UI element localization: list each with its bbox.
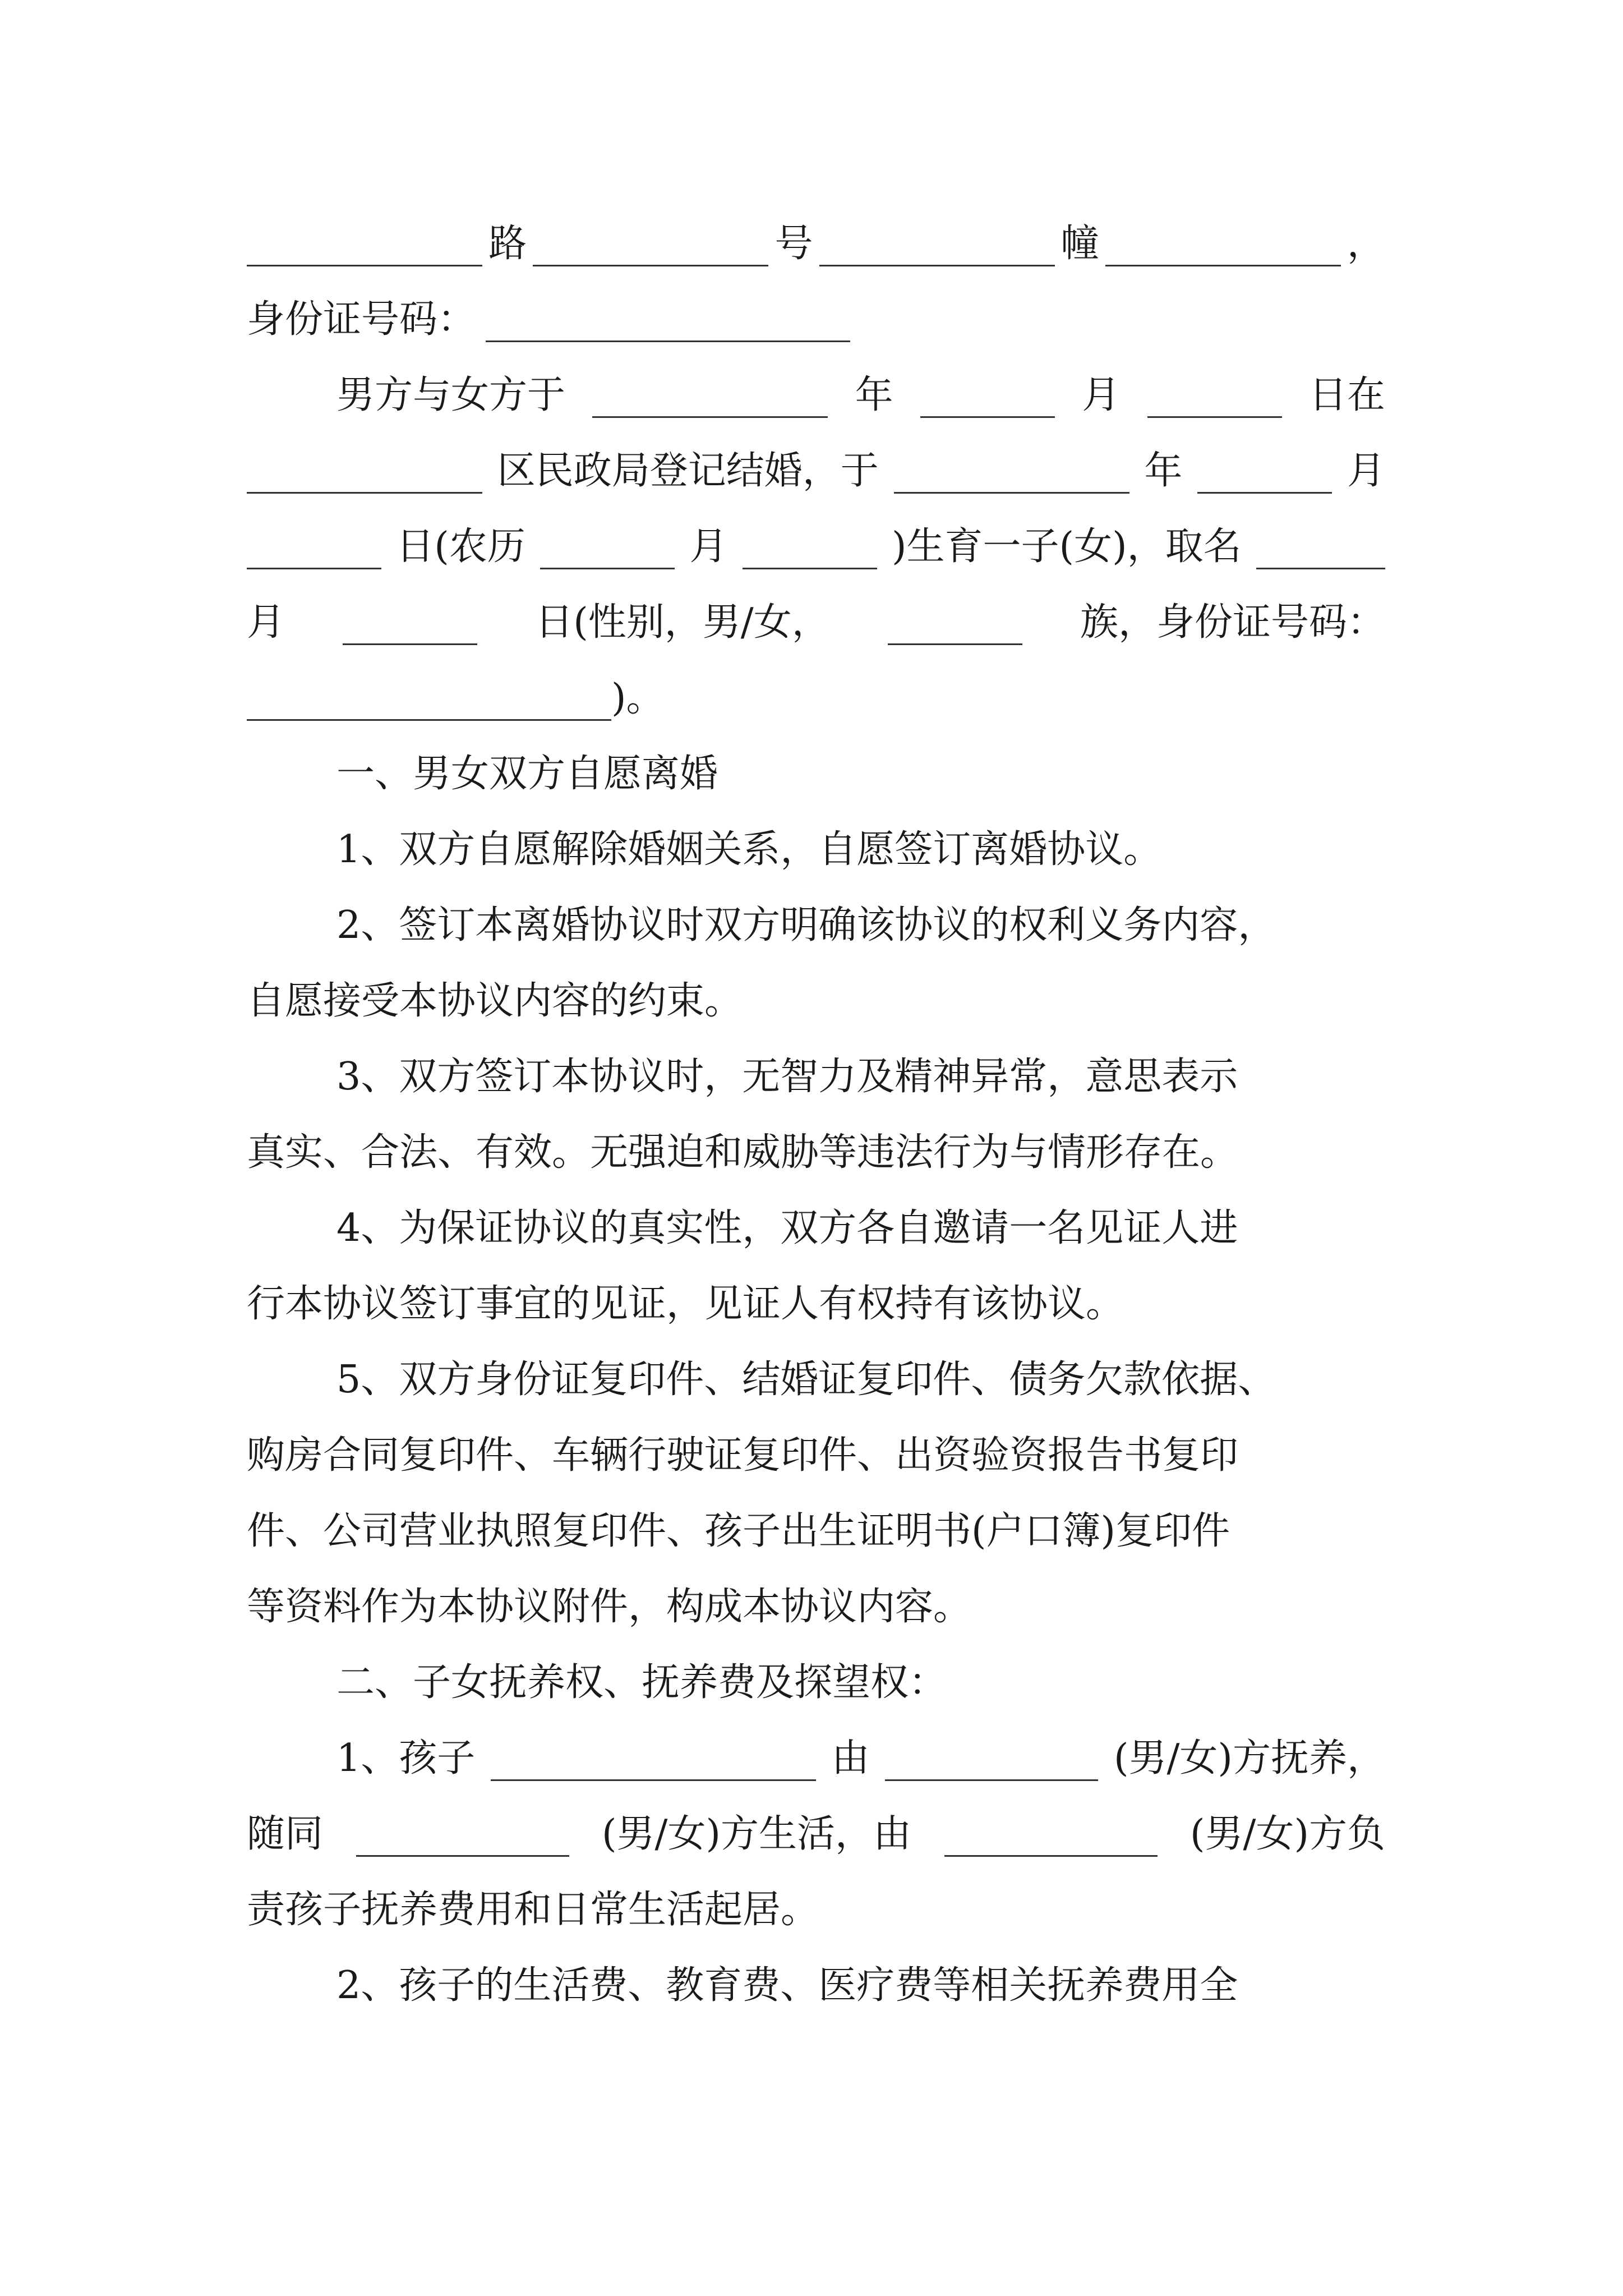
section-2-heading: 二、子女抚养权、抚养费及探望权： [336,1660,947,1705]
clause-1-5-line-1: 5、双方身份证复印件、结婚证复印件、债务欠款依据、 [336,1358,1276,1402]
with-label: 随同 [247,1812,324,1856]
address-line [247,213,1385,275]
day-at-label: 日在 [1308,373,1385,417]
responsible-text: (男/女)方负 [1190,1812,1385,1856]
clause-2-1-line-2 [247,1803,1385,1865]
marriage-month-blank[interactable] [920,374,1055,418]
clause-1-2-line-1: 2、签订本离婚协议时双方明确该协议的权利义务内容， [336,903,1276,947]
id-number-blank[interactable] [486,298,850,342]
number-label: 号 [774,222,813,266]
birth-day-blank[interactable] [247,525,381,569]
id-number-line [247,289,1385,351]
clause-1-3-line-2: 真实、合法、有效。无强迫和威胁等违法行为与情形存在。 [247,1130,1239,1175]
clause-1-5-line-2: 购房合同复印件、车辆行驶证复印件、出资验资报告书复印 [247,1433,1239,1478]
lunar-label: 日(农历 [396,524,525,569]
responsible-party-blank[interactable] [944,1812,1158,1857]
child-label: 1、孩子 [336,1736,476,1780]
month-label: 月 [689,524,728,569]
lunar-day-blank[interactable] [743,525,877,569]
month-label: 月 [247,600,285,645]
gender-text: 日(性别，男/女， [535,600,830,645]
child-name-blank-2[interactable] [491,1737,816,1781]
number-blank[interactable] [533,222,768,266]
clause-1-5-line-3: 件、公司营业执照复印件、孩子出生证明书(户口簿)复印件 [247,1509,1230,1553]
by-label: 由 [831,1736,870,1780]
clause-1-2-line-2: 自愿接受本协议内容的约束。 [247,979,743,1023]
closing-text: )。 [611,676,665,720]
ethnicity-id-text: 族，身份证号码： [1080,600,1385,645]
child-naming-text: )生育一子(女)，取名 [892,524,1242,569]
marriage-year-blank[interactable] [592,374,828,418]
id-number-label: 身份证号码： [247,297,476,342]
month-label: 月 [1082,373,1121,417]
clause-1-1: 1、双方自愿解除婚姻关系，自愿签订离婚协议。 [336,827,1162,872]
marriage-date-line [336,365,1385,426]
child-day-blank[interactable] [343,601,477,645]
marriage-intro-text: 男方与女方于 [336,373,566,417]
lunar-month-blank[interactable] [540,525,675,569]
clause-1-4-line-1: 4、为保证协议的真实性，双方各自邀请一名见证人进 [336,1206,1238,1250]
year-label: 年 [1144,449,1183,493]
ethnicity-blank[interactable] [888,601,1022,645]
year-label: 年 [855,373,893,417]
birth-year-blank[interactable] [894,449,1129,494]
living-with-blank[interactable] [356,1812,569,1857]
building-blank[interactable] [819,222,1055,266]
clause-2-2-line-1: 2、孩子的生活费、教育费、医疗费等相关抚养费用全 [336,1963,1238,2008]
child-birth-line [247,516,1385,578]
clause-1-5-line-4: 等资料作为本协议附件，构成本协议内容。 [247,1585,972,1629]
custodian-blank[interactable] [885,1737,1098,1781]
comma: ， [1347,222,1385,266]
child-id-line [247,668,1385,729]
child-id-blank[interactable] [247,677,611,721]
child-name-blank[interactable] [1256,525,1385,569]
registration-line [247,440,1385,502]
clause-2-1-line-3: 责孩子抚养费用和日常生活起居。 [247,1888,819,1932]
unit-blank[interactable] [1105,222,1341,266]
clause-1-4-line-2: 行本协议签订事宜的见证，见证人有权持有该协议。 [247,1282,1124,1326]
clause-2-1-line-1 [336,1728,1385,1789]
registration-text: 区民政局登记结婚，于 [497,449,879,493]
month-label: 月 [1347,449,1385,493]
birth-month-blank[interactable] [1197,449,1332,494]
district-blank[interactable] [247,449,482,494]
custody-text: (男/女)方抚养， [1113,1736,1385,1780]
marriage-day-blank[interactable] [1147,374,1282,418]
clause-1-3-line-1: 3、双方签订本协议时，无智力及精神异常，意思表示 [336,1055,1238,1099]
road-label: 路 [488,222,527,266]
building-label: 幢 [1061,222,1099,266]
section-1-heading: 一、男女双方自愿离婚 [336,752,718,796]
living-text: (男/女)方生活，由 [602,1812,911,1856]
child-info-line [247,592,1385,654]
road-blank[interactable] [247,222,482,266]
